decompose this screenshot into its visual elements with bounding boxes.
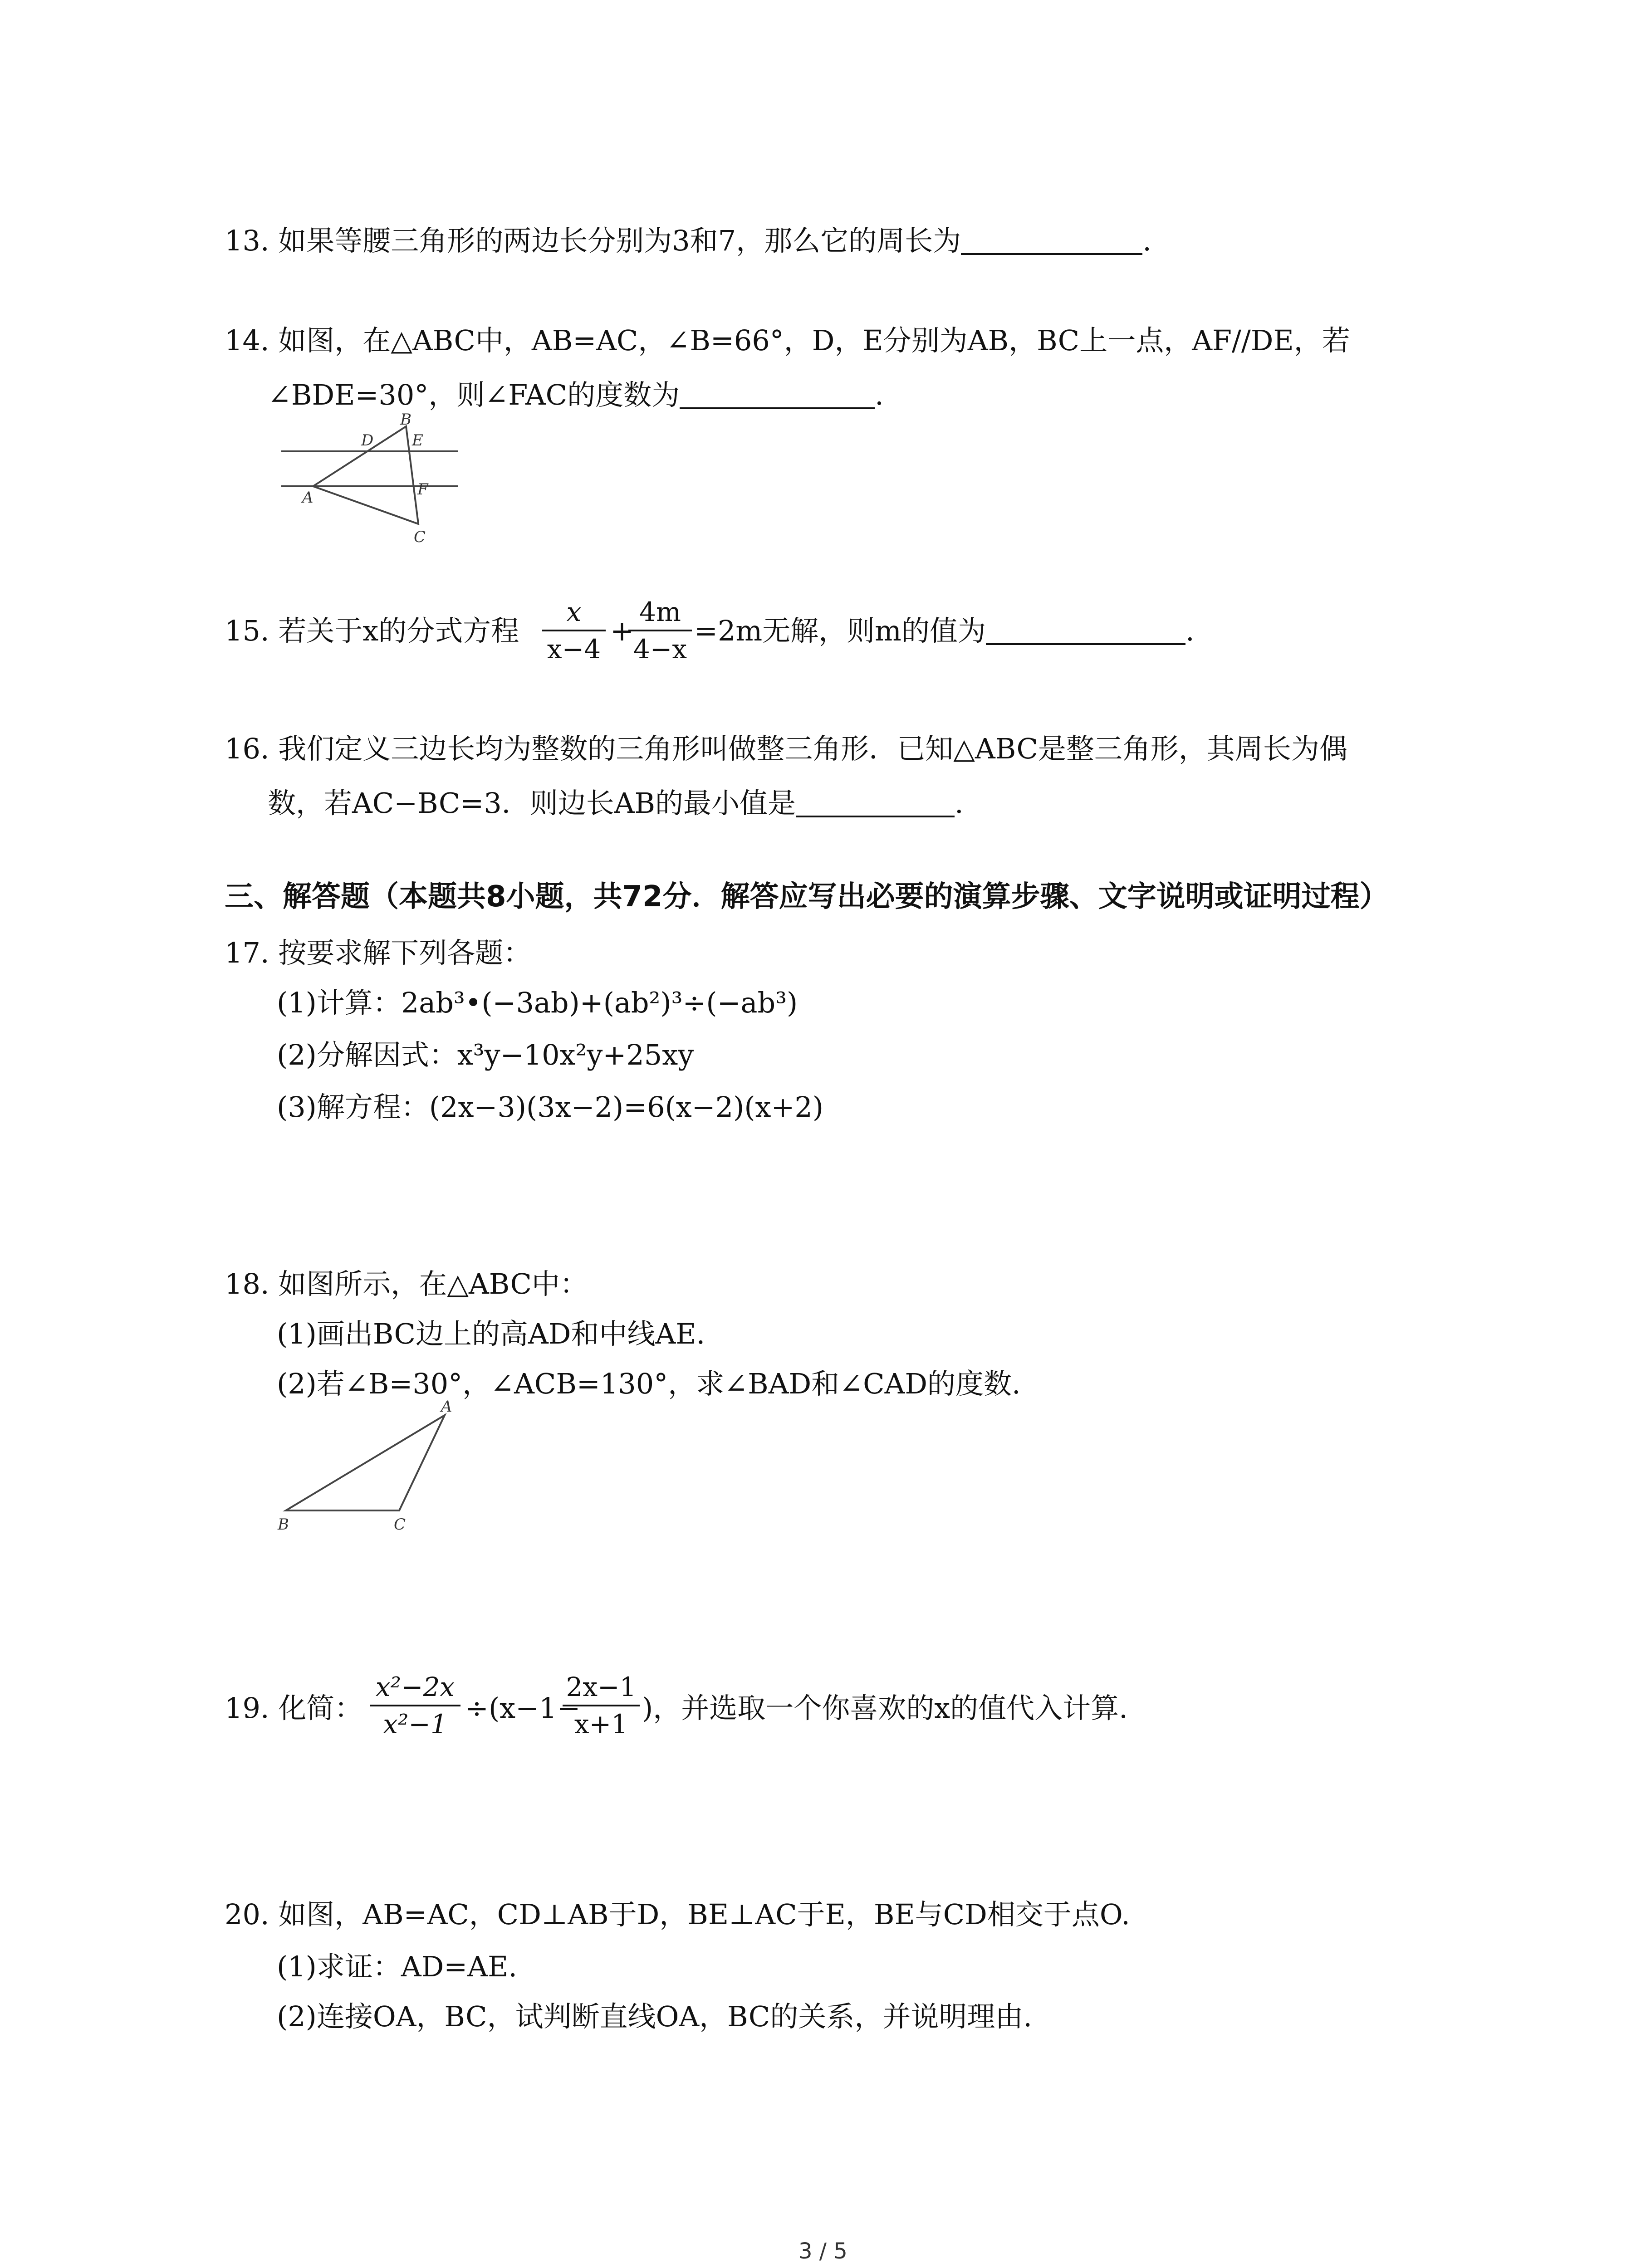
plus-sign: + [610,614,634,647]
label-D: D [361,431,374,450]
question-19-post: )，并选取一个你喜欢的x的值代入计算. [642,1691,1128,1725]
question-16-text: 数，若AC−BC=3．则边长AB的最小值是 [268,787,796,820]
answer-blank-13 [961,227,1142,255]
question-16-line1: 16. 我们定义三边长均为整数的三角形叫做整三角形．已知△ABC是整三角形，其周长为偶 [225,732,1347,765]
question-14-line1: 14. 如图，在△ABC中，AB=AC，∠B=66°，D，E分别为AB，BC上一点，AF//DE，若 [225,324,1350,357]
question-19-pre: 19. 化简： [225,1691,363,1725]
question-15-post [694,614,1195,647]
section-3-heading: 三、解答题（本题共8小题，共72分．解答应写出必要的演算步骤、文字说明或证明过程） [225,880,1389,914]
question-18-part2: (2)若∠B=30°，∠ACB=130°，求∠BAD和∠CAD的度数. [277,1367,1021,1400]
question-13-text: 13. 如果等腰三角形的两边长分别为3和7，那么它的周长为 [225,224,961,257]
answer-blank-15 [986,617,1185,645]
fraction-1 [370,1672,460,1740]
question-14-text: ∠BDE=30°，则∠FAC的度数为 [268,378,680,411]
answer-blank-16 [796,789,955,817]
fraction-1 [542,596,606,665]
numerator: x²−2x [375,1672,455,1702]
period: . [1142,224,1151,257]
figure-q18 [272,1397,463,1542]
question-17-part1: (1)计算：2ab³•(−3ab)+(ab²)³÷(−ab³) [277,986,798,1019]
label-F: F [417,480,428,499]
question-15-text: =2m无解，则m的值为 [694,614,986,647]
numerator: x [566,596,582,627]
question-20-title: 20. 如图，AB=AC，CD⊥AB于D，BE⊥AC于E，BE与CD相交于点O. [225,1898,1130,1931]
denominator: x−4 [542,630,606,662]
denominator: 4−x [628,630,692,662]
question-17-part3: (3)解方程：(2x−3)(3x−2)=6(x−2)(x+2) [277,1090,824,1124]
question-14-line2 [268,378,884,411]
question-18-title: 18. 如图所示，在△ABC中： [225,1267,588,1300]
answer-blank-14 [680,381,875,409]
label-A: A [302,489,314,507]
denominator: x²−1 [370,1705,460,1737]
question-13 [225,224,1151,257]
question-17-title: 17. 按要求解下列各题： [225,936,532,969]
denominator: x+1 [563,1705,640,1737]
label-E: E [412,431,423,450]
label-A: A [441,1398,452,1416]
figure-q14 [272,408,472,553]
fraction-2 [628,596,692,665]
question-17-part2: (2)分解因式：x³y−10x²y+25xy [277,1038,694,1071]
numerator: 2x−1 [566,1672,637,1702]
question-18-part1: (1)画出BC边上的高AD和中线AE. [277,1317,705,1350]
division-expression: ÷(x−1− [465,1691,581,1725]
label-C: C [394,1515,406,1534]
period: . [955,787,964,820]
period: . [875,378,884,411]
page-number: 3 / 5 [798,2239,847,2264]
question-16-line2 [268,787,964,820]
label-C: C [414,528,426,546]
label-B: B [400,411,411,429]
period: . [1185,614,1195,647]
question-15-pre: 15. 若关于x的分式方程 [225,614,519,647]
question-20-part2: (2)连接OA，BC，试判断直线OA，BC的关系，并说明理由. [277,2000,1033,2033]
fraction-2 [563,1672,640,1740]
question-20-part1: (1)求证：AD=AE. [277,1950,517,1983]
label-B: B [278,1515,289,1534]
numerator: 4m [639,596,681,627]
